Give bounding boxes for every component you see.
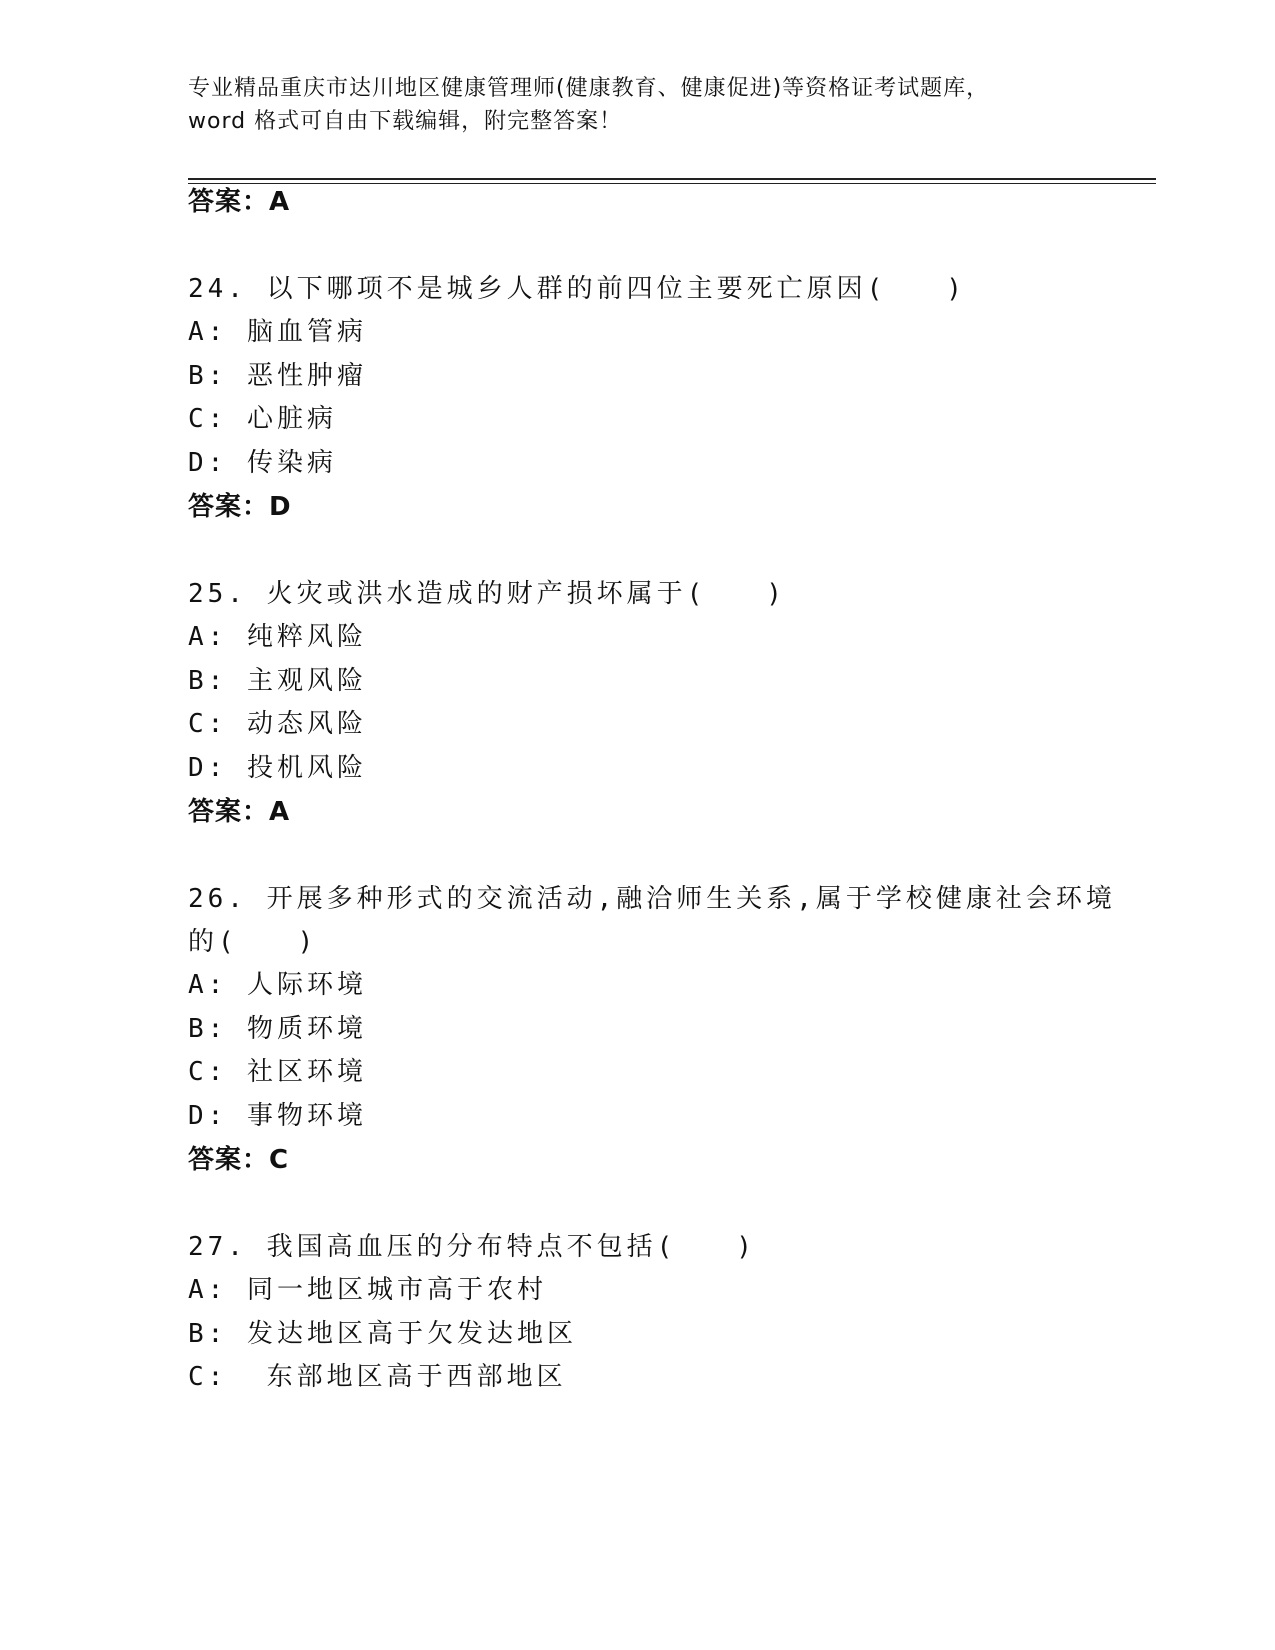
header-line-2: word 格式可自由下载编辑，附完整答案！ <box>188 109 623 134</box>
question-stem-continued: 的( ) <box>188 927 318 957</box>
option-a: A: 同一地区城市高于农村 <box>188 1275 547 1305</box>
question-stem: 26. 开展多种形式的交流活动,融洽师生关系,属于学校健康社会环境 <box>188 884 1116 914</box>
question-stem: 27. 我国高血压的分布特点不包括( ) <box>188 1232 756 1262</box>
header-divider <box>188 178 1156 180</box>
option-c: C: 动态风险 <box>188 709 367 739</box>
answer-line: 答案：C <box>188 1145 290 1175</box>
option-b: B: 发达地区高于欠发达地区 <box>188 1319 577 1349</box>
answer-line: 答案：A <box>188 187 291 217</box>
option-b: B: 物质环境 <box>188 1014 367 1044</box>
answer-line: 答案：A <box>188 797 291 827</box>
answer-line: 答案：D <box>188 492 292 522</box>
option-d: D: 传染病 <box>188 448 337 478</box>
option-c: C: 社区环境 <box>188 1057 367 1087</box>
option-c: C: 心脏病 <box>188 404 337 434</box>
header-divider-thin <box>188 183 1156 184</box>
option-b: B: 主观风险 <box>188 666 367 696</box>
question-stem: 24. 以下哪项不是城乡人群的前四位主要死亡原因( ) <box>188 274 966 304</box>
option-a: A: 纯粹风险 <box>188 622 367 652</box>
document-header <box>188 72 1088 138</box>
option-d: D: 投机风险 <box>188 753 367 783</box>
option-b: B: 恶性肿瘤 <box>188 361 367 391</box>
option-c: C: 东部地区高于西部地区 <box>188 1362 567 1392</box>
header-line-1: 专业精品重庆市达川地区健康管理师(健康教育、健康促进)等资格证考试题库， <box>188 76 990 101</box>
option-d: D: 事物环境 <box>188 1101 367 1131</box>
question-stem: 25. 火灾或洪水造成的财产损坏属于( ) <box>188 579 786 609</box>
option-a: A: 脑血管病 <box>188 317 367 347</box>
option-a: A: 人际环境 <box>188 970 367 1000</box>
